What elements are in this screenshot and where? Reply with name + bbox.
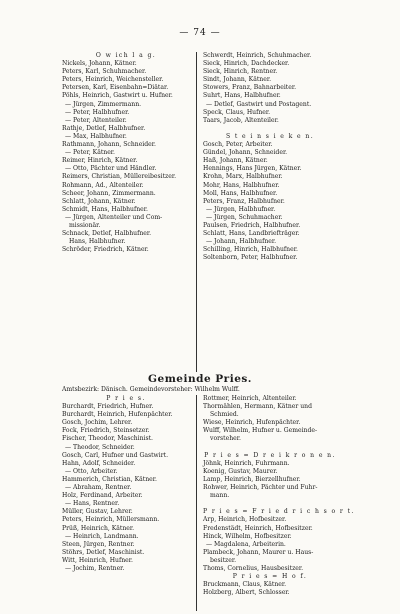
directory-entry: Wulff, Wilhelm, Hufner u. Gemeinde- — [203, 427, 318, 435]
directory-entry: Schlatt, Hans, Landbriefträger. — [203, 230, 300, 238]
directory-entry: Paulsen, Friedrich, Halbhufner. — [203, 221, 301, 229]
column-top-right — [203, 52, 337, 262]
directory-entry: — Jochim, Rentner. — [65, 564, 125, 572]
directory-entry: Speck, Claus, Hufner. — [203, 108, 271, 116]
directory-entry: Moll, Hans, Halbhufner. — [203, 189, 278, 197]
directory-entry: — Hans, Rentner. — [65, 500, 120, 508]
directory-entry: Stöhrs, Detlef, Maschinist. — [62, 548, 145, 556]
directory-entry: Schmidt, Hans, Halbhufner. — [62, 205, 148, 213]
directory-entry: Hammerich, Christian, Kätner. — [62, 475, 157, 483]
directory-entry: — Peter, Halbhufner. — [65, 108, 130, 116]
directory-entry: Hahn, Adolf, Schneider. — [62, 459, 136, 467]
section-heading: P r i e s. — [106, 395, 146, 402]
directory-entry: — Jürgen, Halbhufner. — [206, 205, 276, 213]
directory-entry: Schlatt, Johann, Kätner. — [62, 197, 136, 205]
directory-entry: — Otto, Pächter und Händler. — [65, 165, 157, 173]
directory-entry: Gosch, Jochim, Lehrer. — [62, 419, 133, 427]
directory-entry: Steen, Jürgen, Rentner. — [62, 540, 135, 548]
directory-entry: Lamp, Heinrich, Bierzellhufner. — [203, 475, 301, 483]
directory-entry: Mohr, Hans, Halbhufner. — [203, 181, 280, 189]
directory-entry: Schröder, Friedrich, Kätner. — [62, 246, 149, 254]
directory-entry: Haß, Johann, Kätner. — [203, 157, 268, 165]
directory-entry: Bruckmann, Claus, Kätner. — [203, 581, 287, 589]
directory-entry: — Max, Halbhufner. — [65, 132, 127, 140]
gemeinde-subtitle: Amtsbezirk: Dänisch. Gemeindevorsteher: Wilhelm Wulff. — [62, 386, 240, 393]
directory-entry: Thormählen, Hermann, Kätner und — [203, 403, 312, 411]
directory-entry: Nickels, Johann, Kätner. — [62, 60, 137, 68]
directory-entry: Gosch, Peter, Arbeiter. — [203, 141, 273, 149]
directory-entry: — Peter, Altenteiler. — [65, 116, 127, 124]
section-heading: S t e i n s i e k e n. — [225, 132, 315, 140]
directory-entry: Wiese, Heinrich, Hufenpächter. — [203, 419, 301, 427]
directory-entry: Pöhls, Heinrich, Gastwirt u. Hufner. — [62, 92, 173, 100]
column-bottom-right — [203, 395, 355, 597]
directory-entry: Koenig, Gustav, Maurer. — [203, 467, 278, 475]
directory-entry: Scheer, Johann, Zimmermann. — [62, 189, 156, 197]
directory-entry: Peters, Karl, Schuhmacher. — [62, 68, 147, 76]
directory-entry — [203, 125, 337, 133]
directory-entry: Sieck, Hinrich, Dachdecker. — [203, 60, 290, 68]
directory-entry: — Jürgen, Schuhmacher. — [206, 213, 283, 221]
directory-entry — [203, 500, 337, 508]
directory-entry: Hans, Halbhufner. — [69, 238, 126, 246]
directory-entry: Gündel, Johann, Schneider. — [203, 149, 288, 157]
directory-entry: Fredenstädt, Heinrich, Hofbesitzer. — [203, 524, 313, 532]
directory-entry: vorsteher. — [210, 435, 241, 443]
directory-entry: Krohn, Marx, Halbhufner. — [203, 173, 283, 181]
directory-entry: — Magdalena, Arbeiterin. — [206, 540, 286, 548]
directory-entry: Rottmer, Heinrich, Altenteiler. — [203, 395, 297, 402]
directory-entry: Petersen, Karl, Eisenbahn=Diätar. — [62, 84, 169, 92]
directory-entry: besitzer. — [210, 556, 237, 564]
directory-entry: — Otto, Arbeiter. — [65, 467, 118, 475]
directory-entry: Schwerdt, Heinrich, Schuhmacher. — [203, 52, 312, 59]
directory-entry: Witt, Heinrich, Hufner. — [62, 556, 133, 564]
page-number: — 74 — — [179, 28, 221, 38]
directory-entry: Rohmann, Ad., Altenteiler. — [62, 181, 144, 189]
directory-entry: Sindt, Johann, Kätner. — [203, 76, 272, 84]
directory-entry: Plambeck, Johann, Maurer u. Haus- — [203, 548, 314, 556]
section-heading: P r i e s = D r e i k r o n e n. — [204, 451, 336, 459]
directory-entry: mann. — [210, 492, 230, 500]
section-heading: O w ich l a g. — [95, 52, 157, 59]
directory-entry: Fock, Friedrich, Steinsetzer. — [62, 427, 150, 435]
directory-entry: Schilling, Hinrich, Halbhufner. — [203, 246, 298, 254]
directory-entry: Arp, Heinrich, Hofbesitzer. — [203, 516, 287, 524]
directory-entry: Jöhnk, Heinrich, Fuhrmann. — [203, 459, 290, 467]
directory-entry: Rohwer, Heinrich, Pächter und Fuhr- — [203, 484, 318, 492]
directory-entry: — Johann, Halbhufner. — [206, 238, 277, 246]
gemeinde-title: Gemeinde Pries. — [148, 373, 252, 385]
directory-entry: Thoms, Cornelius, Hausbesitzer. — [203, 564, 304, 572]
directory-entry: Taars, Jacob, Altenteiler. — [203, 116, 279, 124]
column-top-left — [62, 52, 190, 254]
column-divider-top — [196, 52, 197, 372]
directory-entry — [203, 444, 337, 452]
directory-entry: Reimer, Hinrich, Kätner. — [62, 157, 138, 165]
directory-entry: Burchardt, Heinrich, Hufenpächter. — [62, 411, 173, 419]
directory-entry: Holzberg, Albert, Schlosser. — [203, 589, 290, 597]
directory-entry: Schnack, Detlef, Halbhufner. — [62, 230, 152, 238]
directory-entry: Rathje, Detlef, Halbhufner. — [62, 124, 146, 132]
directory-entry: Peters, Franz, Halbhufner. — [203, 197, 285, 205]
section-heading: P r i e s = F r i e d r i c h s o r t. — [203, 508, 355, 516]
column-divider-bottom — [196, 395, 197, 611]
directory-entry: Soltenborn, Peter, Halbhufner. — [203, 254, 298, 262]
directory-entry: — Jürgen, Altenteiler und Com- — [65, 213, 163, 221]
column-bottom-left — [62, 395, 190, 573]
directory-entry: Gosch, Carl, Hufner und Gastwirt. — [62, 451, 169, 459]
directory-entry: Stowers, Franz, Bahnarbeiter. — [203, 84, 297, 92]
directory-entry: — Theodor, Schneider. — [65, 443, 135, 451]
directory-entry: — Peter, Kätner. — [65, 149, 115, 157]
directory-entry: Fischer, Theodor, Maschinist. — [62, 435, 153, 443]
directory-entry: — Jürgen, Zimmermann. — [65, 100, 142, 108]
directory-entry: Hinck, Wilhelm, Hofbesitzer. — [203, 532, 292, 540]
directory-entry: Müller, Gustav, Lehrer. — [62, 508, 133, 516]
directory-entry: Schmied. — [210, 411, 239, 419]
directory-entry: Sieck, Hinrich, Rentner. — [203, 68, 278, 76]
directory-entry: — Detlef, Gastwirt und Postagent. — [206, 100, 312, 108]
directory-entry: — Abraham, Rentner. — [65, 484, 132, 492]
directory-entry: Suhrt, Hans, Halbhufner. — [203, 92, 281, 100]
section-heading: P r i e s = H o f. — [232, 573, 308, 581]
directory-entry: Hennings, Hans Jürgen, Kätner. — [203, 165, 302, 173]
directory-entry: Holz, Ferdinand, Arbeiter. — [62, 492, 143, 500]
directory-entry: — Heinrich, Landmann. — [65, 532, 139, 540]
directory-entry: Rathmann, Johann, Schneider. — [62, 141, 156, 149]
directory-entry: Prüß, Heinrich, Kätner. — [62, 524, 135, 532]
directory-entry: Reimers, Christian, Müllereibesitzer. — [62, 173, 177, 181]
directory-entry: Peters, Heinrich, Weichensteller. — [62, 76, 164, 84]
directory-entry: Peters, Heinrich, Müllersmann. — [62, 516, 160, 524]
directory-entry: missionär. — [69, 221, 101, 229]
directory-entry: Burchardt, Friedrich, Hufner. — [62, 403, 154, 411]
